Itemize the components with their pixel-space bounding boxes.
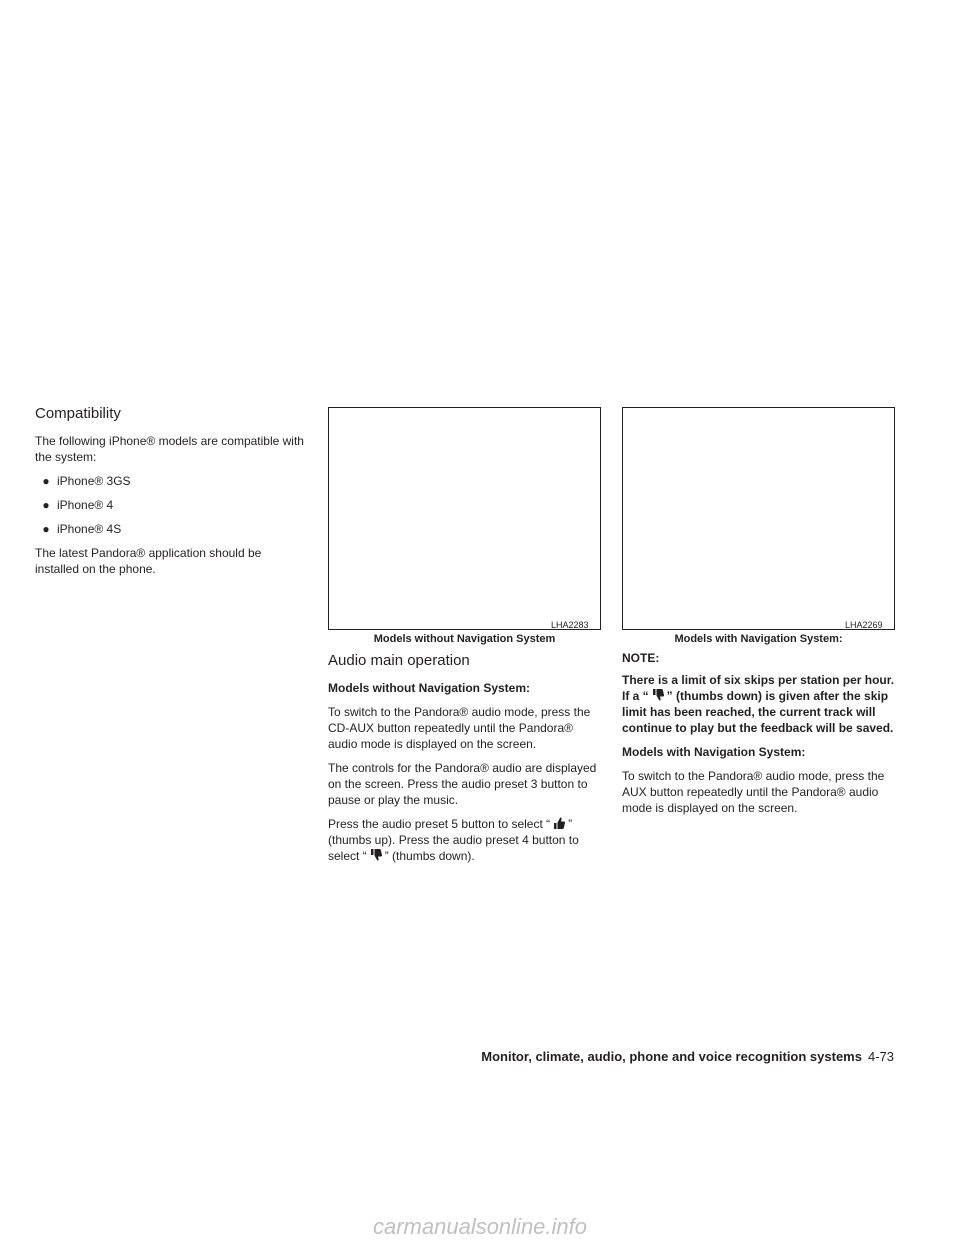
thumbs-down-icon	[651, 688, 665, 702]
list-item: ● iPhone® 4S	[35, 521, 307, 537]
list-item: ● iPhone® 4	[35, 497, 307, 513]
compat-column	[35, 405, 307, 585]
nav-paragraph: To switch to the Pandora® audio mode, press the AUX button repeatedly until the Pandora® audio mode is displayed on the screen.	[622, 769, 885, 815]
watermark: carmanualsonline.info	[372, 1214, 588, 1239]
footer-section-title: Monitor, climate, audio, phone and voice recognition systems	[481, 1049, 862, 1064]
list-item: ● iPhone® 3GS	[35, 473, 307, 489]
thumbs-up-icon	[552, 816, 566, 830]
compat-heading: Compatibility	[35, 405, 121, 422]
bullet-icon: ●	[42, 474, 50, 488]
audio-heading: Audio main operation	[328, 652, 470, 669]
compat-intro: The following iPhone® models are compatible with the system:	[35, 434, 304, 464]
bullet-icon: ●	[42, 498, 50, 512]
figure-with-navigation	[622, 407, 895, 630]
audio-paragraph-3: Press the audio preset 5 button to select “ ” (thumbs up). Press the audio preset 4 button to select “ ” (thumbs down).	[328, 817, 579, 863]
subhead-without-nav: Models without Navigation System:	[328, 681, 531, 695]
figure-without-navigation	[328, 407, 601, 630]
subhead-with-nav: Models with Navigation System:	[622, 745, 806, 759]
note-column	[622, 650, 895, 824]
audio-paragraph-1: To switch to the Pandora® audio mode, press the CD-AUX button repeatedly until the Pandora® audio mode is displayed on the screen.	[328, 705, 591, 751]
page-footer	[481, 1049, 894, 1064]
thumbs-down-icon	[369, 848, 383, 862]
compat-note: The latest Pandora® application should be installed on the phone.	[35, 546, 262, 576]
audio-column	[328, 652, 601, 872]
note-label: NOTE:	[622, 651, 660, 665]
figure-caption-right: Models with Navigation System:	[674, 633, 843, 645]
figure-code-right: LHA2269	[845, 620, 883, 630]
page-number: 4-73	[867, 1049, 894, 1064]
audio-paragraph-2: The controls for the Pandora® audio are displayed on the screen. Press the audio preset 3 button to pause or play the music.	[328, 761, 597, 807]
figure-caption-left: Models without Navigation System	[373, 633, 556, 645]
note-text: There is a limit of six skips per station per hour. If a “ ” (thumbs down) is given after the skip limit has been reached, the current track will continue to play but the feedback will be saved.	[622, 673, 895, 735]
bullet-icon: ●	[42, 522, 50, 536]
figure-code-left: LHA2283	[551, 620, 589, 630]
